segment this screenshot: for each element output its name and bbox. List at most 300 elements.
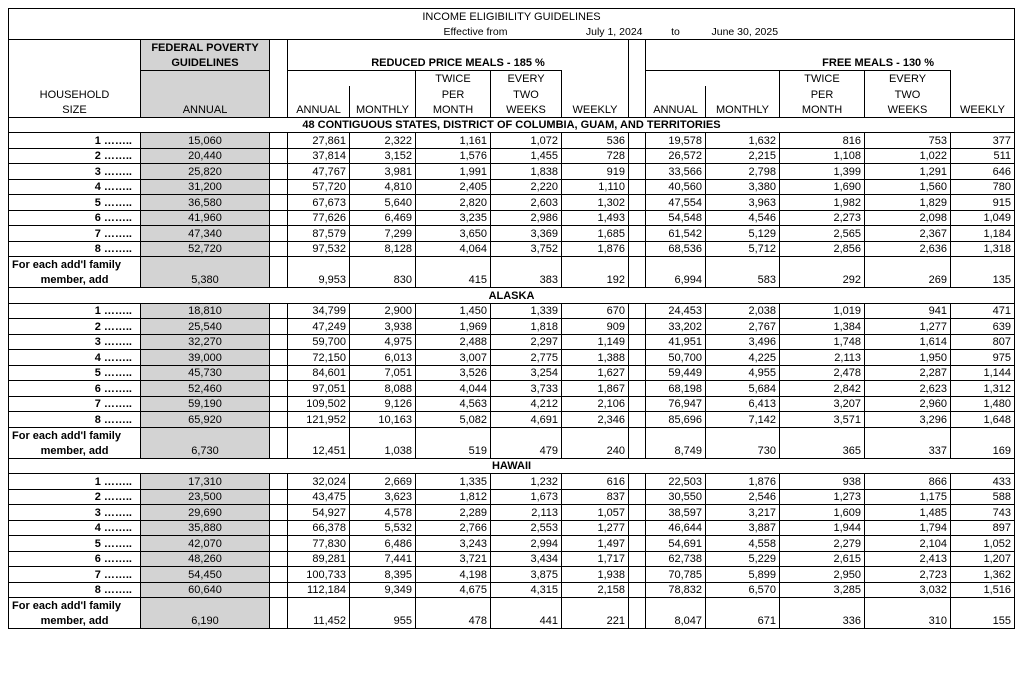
addl-member-row-1 <box>9 257 1015 273</box>
reduced-weekly-cell: 1,876 <box>562 241 629 257</box>
spacer-cell <box>629 226 646 242</box>
free-weekly-cell: 433 <box>951 474 1015 490</box>
section-header-row <box>9 288 1015 304</box>
free-every-two-weeks-cell: 1,277 <box>865 319 951 335</box>
spacer-cell <box>629 582 646 598</box>
free-twice-per-month-cell: 1,982 <box>780 195 865 211</box>
addl-member-row-2 <box>9 613 1015 629</box>
spacer-cell <box>706 598 780 614</box>
reduced-monthly-cell: 3,981 <box>350 164 416 180</box>
reduced-monthly-cell: 10,163 <box>350 412 416 428</box>
spacer-cell <box>270 334 288 350</box>
household-size-label: 2 …….. <box>9 148 141 164</box>
free-monthly-cell: 6,413 <box>706 396 780 412</box>
reduced-monthly-cell: 6,486 <box>350 536 416 552</box>
household-size-label: 8 …….. <box>9 582 141 598</box>
free-every-line1: EVERY <box>865 71 951 87</box>
reduced-addl-annual-cell: 12,451 <box>288 443 350 459</box>
spacer-cell <box>270 396 288 412</box>
spacer-cell <box>629 179 646 195</box>
reduced-weekly-cell: 2,158 <box>562 582 629 598</box>
free-annual-cell: 62,738 <box>646 551 706 567</box>
reduced-twice-per-month-cell: 2,289 <box>416 505 491 521</box>
free-annual-cell: 54,691 <box>646 536 706 552</box>
spacer-cell <box>646 257 706 273</box>
free-weekly-cell: 1,480 <box>951 396 1015 412</box>
rp-twice-line1: TWICE <box>416 71 491 87</box>
free-monthly-cell: 4,955 <box>706 365 780 381</box>
free-addl-weekly-cell: 155 <box>951 613 1015 629</box>
free-monthly-cell: 4,225 <box>706 350 780 366</box>
spacer-cell <box>646 598 706 614</box>
section-title: ALASKA <box>9 288 1015 304</box>
free-addl-annual-cell: 6,994 <box>646 272 706 288</box>
free-weekly-header: WEEKLY <box>951 102 1015 118</box>
addl-member-row-1 <box>9 427 1015 443</box>
table-row <box>9 350 1015 366</box>
free-weekly-cell: 975 <box>951 350 1015 366</box>
spacer-cell <box>491 427 562 443</box>
free-every-two-weeks-cell: 1,950 <box>865 350 951 366</box>
reduced-addl-monthly-cell: 830 <box>350 272 416 288</box>
table-row <box>9 365 1015 381</box>
reduced-monthly-cell: 6,469 <box>350 210 416 226</box>
spacer-cell <box>629 520 646 536</box>
free-monthly-cell: 4,546 <box>706 210 780 226</box>
reduced-every-two-weeks-cell: 3,369 <box>491 226 562 242</box>
free-every-line3: WEEKS <box>865 102 951 118</box>
reduced-addl-twice-per-month-cell: 415 <box>416 272 491 288</box>
spacer-cell <box>270 257 288 273</box>
free-annual-cell: 19,578 <box>646 133 706 149</box>
spacer-cell <box>629 303 646 319</box>
free-every-two-weeks-cell: 941 <box>865 303 951 319</box>
free-annual-cell: 50,700 <box>646 350 706 366</box>
table-row <box>9 195 1015 211</box>
reduced-every-two-weeks-cell: 1,232 <box>491 474 562 490</box>
free-every-two-weeks-cell: 2,623 <box>865 381 951 397</box>
reduced-twice-per-month-cell: 1,969 <box>416 319 491 335</box>
spacer-cell <box>951 598 1015 614</box>
free-twice-per-month-cell: 3,571 <box>780 412 865 428</box>
reduced-annual-cell: 100,733 <box>288 567 350 583</box>
table-row <box>9 164 1015 180</box>
household-size-label: 5 …….. <box>9 365 141 381</box>
rp-twice-line3: MONTH <box>416 102 491 118</box>
reduced-annual-cell: 84,601 <box>288 365 350 381</box>
reduced-addl-every-two-weeks-cell: 441 <box>491 613 562 629</box>
reduced-annual-cell: 77,626 <box>288 210 350 226</box>
rp-annual-header: ANNUAL <box>288 102 350 118</box>
free-weekly-cell: 780 <box>951 179 1015 195</box>
header-row-3 <box>9 71 1015 87</box>
free-twice-per-month-cell: 3,207 <box>780 396 865 412</box>
free-annual-cell: 46,644 <box>646 520 706 536</box>
spacer-cell <box>629 412 646 428</box>
reduced-addl-twice-per-month-cell: 478 <box>416 613 491 629</box>
reduced-monthly-cell: 9,126 <box>350 396 416 412</box>
addl-member-label-line1: For each add'l family <box>9 257 141 273</box>
federal-addl-cell: 6,730 <box>141 443 270 459</box>
reduced-every-two-weeks-cell: 2,986 <box>491 210 562 226</box>
free-monthly-cell: 6,570 <box>706 582 780 598</box>
spacer-cell <box>270 567 288 583</box>
free-twice-per-month-cell: 1,609 <box>780 505 865 521</box>
table-row <box>9 334 1015 350</box>
household-size-label: 1 …….. <box>9 303 141 319</box>
reduced-twice-per-month-cell: 3,243 <box>416 536 491 552</box>
effective-from-label: Effective from <box>416 24 562 40</box>
free-every-line2: TWO <box>865 86 951 102</box>
reduced-annual-cell: 66,378 <box>288 520 350 536</box>
free-weekly-cell: 897 <box>951 520 1015 536</box>
spacer-cell <box>270 412 288 428</box>
free-annual-cell: 26,572 <box>646 148 706 164</box>
spacer-cell <box>865 257 951 273</box>
spacer-cell <box>350 598 416 614</box>
table-row <box>9 582 1015 598</box>
reduced-weekly-cell: 536 <box>562 133 629 149</box>
spacer-cell <box>629 551 646 567</box>
reduced-addl-monthly-cell: 1,038 <box>350 443 416 459</box>
household-size-label: 4 …….. <box>9 179 141 195</box>
free-weekly-cell: 1,144 <box>951 365 1015 381</box>
spacer-cell <box>270 195 288 211</box>
section-title: HAWAII <box>9 458 1015 474</box>
effective-from-date: July 1, 2024 <box>562 24 646 40</box>
household-size-label: 5 …….. <box>9 536 141 552</box>
reduced-twice-per-month-cell: 2,766 <box>416 520 491 536</box>
free-weekly-cell: 471 <box>951 303 1015 319</box>
federal-annual-cell: 54,450 <box>141 567 270 583</box>
reduced-monthly-cell: 9,349 <box>350 582 416 598</box>
spacer-cell <box>270 226 288 242</box>
spacer-cell <box>416 598 491 614</box>
household-size-label: 7 …….. <box>9 567 141 583</box>
free-monthly-cell: 5,684 <box>706 381 780 397</box>
page-title: INCOME ELIGIBILITY GUIDELINES <box>9 9 1015 25</box>
reduced-monthly-cell: 4,810 <box>350 179 416 195</box>
table-row <box>9 133 1015 149</box>
household-size-label: 6 …….. <box>9 210 141 226</box>
header-row-4 <box>9 86 1015 102</box>
reduced-annual-cell: 59,700 <box>288 334 350 350</box>
household-header-line2: SIZE <box>9 102 141 118</box>
free-addl-twice-per-month-cell: 292 <box>780 272 865 288</box>
spacer-cell <box>629 195 646 211</box>
free-annual-cell: 33,566 <box>646 164 706 180</box>
reduced-twice-per-month-cell: 2,405 <box>416 179 491 195</box>
reduced-addl-annual-cell: 11,452 <box>288 613 350 629</box>
free-monthly-cell: 4,558 <box>706 536 780 552</box>
reduced-monthly-cell: 6,013 <box>350 350 416 366</box>
reduced-monthly-cell: 3,152 <box>350 148 416 164</box>
free-annual-cell: 54,548 <box>646 210 706 226</box>
reduced-addl-annual-cell: 9,953 <box>288 272 350 288</box>
reduced-weekly-cell: 1,149 <box>562 334 629 350</box>
reduced-addl-weekly-cell: 192 <box>562 272 629 288</box>
free-weekly-cell: 588 <box>951 489 1015 505</box>
spacer-cell <box>270 133 288 149</box>
spacer-cell <box>629 257 646 273</box>
spacer-cell <box>270 474 288 490</box>
free-twice-per-month-cell: 1,108 <box>780 148 865 164</box>
reduced-weekly-cell: 1,867 <box>562 381 629 397</box>
free-twice-per-month-cell: 1,384 <box>780 319 865 335</box>
reduced-weekly-cell: 616 <box>562 474 629 490</box>
free-monthly-cell: 5,899 <box>706 567 780 583</box>
reduced-addl-weekly-cell: 221 <box>562 613 629 629</box>
effective-row <box>9 24 1015 40</box>
reduced-every-two-weeks-cell: 2,113 <box>491 505 562 521</box>
spacer-cell <box>270 381 288 397</box>
reduced-monthly-cell: 4,975 <box>350 334 416 350</box>
free-annual-cell: 40,560 <box>646 179 706 195</box>
free-weekly-cell: 639 <box>951 319 1015 335</box>
table-row <box>9 396 1015 412</box>
free-annual-cell: 59,449 <box>646 365 706 381</box>
spacer-cell <box>416 257 491 273</box>
reduced-twice-per-month-cell: 4,044 <box>416 381 491 397</box>
spacer-cell <box>629 210 646 226</box>
reduced-every-two-weeks-cell: 1,818 <box>491 319 562 335</box>
spacer-cell <box>288 598 350 614</box>
reduced-annual-cell: 32,024 <box>288 474 350 490</box>
free-every-two-weeks-cell: 2,960 <box>865 396 951 412</box>
table-row <box>9 551 1015 567</box>
free-every-two-weeks-cell: 2,636 <box>865 241 951 257</box>
reduced-twice-per-month-cell: 4,198 <box>416 567 491 583</box>
reduced-weekly-cell: 1,302 <box>562 195 629 211</box>
free-every-two-weeks-cell: 1,794 <box>865 520 951 536</box>
rp-monthly-header: MONTHLY <box>350 102 416 118</box>
reduced-every-two-weeks-cell: 4,691 <box>491 412 562 428</box>
table-row <box>9 319 1015 335</box>
free-addl-twice-per-month-cell: 336 <box>780 613 865 629</box>
free-annual-cell: 76,947 <box>646 396 706 412</box>
reduced-twice-per-month-cell: 3,650 <box>416 226 491 242</box>
free-twice-per-month-cell: 2,478 <box>780 365 865 381</box>
reduced-monthly-cell: 4,578 <box>350 505 416 521</box>
header-row-5 <box>9 102 1015 118</box>
federal-annual-cell: 52,720 <box>141 241 270 257</box>
spacer-cell <box>270 582 288 598</box>
reduced-addl-monthly-cell: 955 <box>350 613 416 629</box>
reduced-monthly-cell: 7,051 <box>350 365 416 381</box>
federal-annual-cell: 32,270 <box>141 334 270 350</box>
spacer-cell <box>270 303 288 319</box>
reduced-twice-per-month-cell: 4,675 <box>416 582 491 598</box>
free-twice-per-month-cell: 2,950 <box>780 567 865 583</box>
spacer-cell <box>270 350 288 366</box>
reduced-annual-cell: 109,502 <box>288 396 350 412</box>
reduced-every-two-weeks-cell: 2,994 <box>491 536 562 552</box>
spacer-cell <box>951 257 1015 273</box>
spacer-cell <box>629 536 646 552</box>
effective-to-date: June 30, 2025 <box>706 24 865 40</box>
reduced-annual-cell: 72,150 <box>288 350 350 366</box>
reduced-twice-per-month-cell: 5,082 <box>416 412 491 428</box>
section-title: 48 CONTIGUOUS STATES, DISTRICT OF COLUMBIA, GUAM, AND TERRITORIES <box>9 117 1015 133</box>
free-twice-per-month-cell: 2,279 <box>780 536 865 552</box>
free-monthly-cell: 2,798 <box>706 164 780 180</box>
free-weekly-cell: 1,648 <box>951 412 1015 428</box>
reduced-weekly-cell: 1,110 <box>562 179 629 195</box>
spacer-cell <box>350 427 416 443</box>
reduced-annual-cell: 37,814 <box>288 148 350 164</box>
addl-member-label-line1: For each add'l family <box>9 598 141 614</box>
reduced-weekly-cell: 1,388 <box>562 350 629 366</box>
free-twice-line1: TWICE <box>780 71 865 87</box>
spacer-cell <box>629 598 646 614</box>
federal-annual-cell: 41,960 <box>141 210 270 226</box>
free-weekly-cell: 1,184 <box>951 226 1015 242</box>
reduced-monthly-cell: 8,128 <box>350 241 416 257</box>
spacer-cell <box>270 272 288 288</box>
effective-to-label: to <box>646 24 706 40</box>
spacer-cell <box>629 133 646 149</box>
free-twice-per-month-cell: 1,748 <box>780 334 865 350</box>
spacer-cell <box>270 365 288 381</box>
spacer-cell <box>562 598 629 614</box>
spacer-cell <box>270 319 288 335</box>
free-every-two-weeks-cell: 1,175 <box>865 489 951 505</box>
household-size-label: 6 …….. <box>9 381 141 397</box>
spacer-cell <box>780 257 865 273</box>
reduced-every-two-weeks-cell: 1,673 <box>491 489 562 505</box>
reduced-annual-cell: 47,767 <box>288 164 350 180</box>
reduced-twice-per-month-cell: 3,526 <box>416 365 491 381</box>
free-addl-weekly-cell: 169 <box>951 443 1015 459</box>
header-row-2 <box>9 55 1015 71</box>
federal-annual-cell: 25,540 <box>141 319 270 335</box>
federal-annual-cell: 35,880 <box>141 520 270 536</box>
household-size-label: 7 …….. <box>9 226 141 242</box>
free-every-two-weeks-cell: 866 <box>865 474 951 490</box>
spacer-cell <box>629 443 646 459</box>
free-twice-per-month-cell: 2,273 <box>780 210 865 226</box>
reduced-annual-cell: 97,532 <box>288 241 350 257</box>
free-twice-per-month-cell: 2,615 <box>780 551 865 567</box>
reduced-twice-per-month-cell: 2,488 <box>416 334 491 350</box>
spacer-cell <box>629 272 646 288</box>
reduced-weekly-cell: 670 <box>562 303 629 319</box>
reduced-twice-per-month-cell: 4,064 <box>416 241 491 257</box>
spacer-cell <box>629 350 646 366</box>
free-weekly-cell: 511 <box>951 148 1015 164</box>
spacer-cell <box>629 396 646 412</box>
free-monthly-cell: 2,767 <box>706 319 780 335</box>
spacer-cell <box>629 365 646 381</box>
reduced-annual-cell: 43,475 <box>288 489 350 505</box>
reduced-monthly-cell: 2,669 <box>350 474 416 490</box>
free-annual-cell: 33,202 <box>646 319 706 335</box>
free-monthly-cell: 3,887 <box>706 520 780 536</box>
federal-annual-cell: 18,810 <box>141 303 270 319</box>
free-every-two-weeks-cell: 1,614 <box>865 334 951 350</box>
spacer-cell <box>629 334 646 350</box>
free-weekly-cell: 1,207 <box>951 551 1015 567</box>
reduced-price-header: REDUCED PRICE MEALS - 185 % <box>288 55 629 71</box>
reduced-every-two-weeks-cell: 3,254 <box>491 365 562 381</box>
free-addl-twice-per-month-cell: 365 <box>780 443 865 459</box>
reduced-weekly-cell: 909 <box>562 319 629 335</box>
reduced-every-two-weeks-cell: 1,339 <box>491 303 562 319</box>
free-twice-line3: MONTH <box>780 102 865 118</box>
reduced-weekly-cell: 728 <box>562 148 629 164</box>
free-twice-per-month-cell: 1,944 <box>780 520 865 536</box>
household-size-label: 1 …….. <box>9 133 141 149</box>
spacer-cell <box>562 257 629 273</box>
reduced-twice-per-month-cell: 2,820 <box>416 195 491 211</box>
reduced-twice-per-month-cell: 1,450 <box>416 303 491 319</box>
spacer-cell <box>706 427 780 443</box>
reduced-annual-cell: 67,673 <box>288 195 350 211</box>
free-twice-per-month-cell: 2,842 <box>780 381 865 397</box>
free-weekly-cell: 1,318 <box>951 241 1015 257</box>
reduced-weekly-cell: 1,938 <box>562 567 629 583</box>
spacer-cell <box>629 474 646 490</box>
reduced-weekly-cell: 2,346 <box>562 412 629 428</box>
reduced-monthly-cell: 5,640 <box>350 195 416 211</box>
federal-annual-cell: 45,730 <box>141 365 270 381</box>
spacer-cell <box>629 319 646 335</box>
free-annual-cell: 68,536 <box>646 241 706 257</box>
reduced-monthly-cell: 3,938 <box>350 319 416 335</box>
rp-every-line2: TWO <box>491 86 562 102</box>
reduced-annual-cell: 57,720 <box>288 179 350 195</box>
reduced-every-two-weeks-cell: 2,553 <box>491 520 562 536</box>
free-addl-annual-cell: 8,047 <box>646 613 706 629</box>
free-weekly-cell: 1,049 <box>951 210 1015 226</box>
spacer-cell <box>629 567 646 583</box>
reduced-monthly-cell: 2,322 <box>350 133 416 149</box>
reduced-twice-per-month-cell: 3,235 <box>416 210 491 226</box>
free-annual-cell: 41,951 <box>646 334 706 350</box>
household-header-line1: HOUSEHOLD <box>9 86 141 102</box>
reduced-monthly-cell: 8,395 <box>350 567 416 583</box>
federal-annual-cell: 20,440 <box>141 148 270 164</box>
household-size-label: 8 …….. <box>9 412 141 428</box>
free-every-two-weeks-cell: 2,413 <box>865 551 951 567</box>
spacer-cell <box>270 179 288 195</box>
addl-member-row-2 <box>9 272 1015 288</box>
spacer-cell <box>562 427 629 443</box>
free-weekly-cell: 915 <box>951 195 1015 211</box>
table-row <box>9 241 1015 257</box>
household-size-label: 4 …….. <box>9 520 141 536</box>
spacer-cell <box>270 427 288 443</box>
rp-every-line3: WEEKS <box>491 102 562 118</box>
reduced-monthly-cell: 8,088 <box>350 381 416 397</box>
reduced-monthly-cell: 5,532 <box>350 520 416 536</box>
household-size-label: 8 …….. <box>9 241 141 257</box>
free-twice-line2: PER <box>780 86 865 102</box>
spacer-cell <box>491 598 562 614</box>
reduced-annual-cell: 89,281 <box>288 551 350 567</box>
federal-header-line1: FEDERAL POVERTY <box>141 40 270 56</box>
reduced-every-two-weeks-cell: 1,838 <box>491 164 562 180</box>
household-size-label: 5 …….. <box>9 195 141 211</box>
spacer-cell <box>629 241 646 257</box>
spacer-cell <box>288 427 350 443</box>
reduced-every-two-weeks-cell: 3,733 <box>491 381 562 397</box>
reduced-twice-per-month-cell: 4,563 <box>416 396 491 412</box>
table-row <box>9 412 1015 428</box>
reduced-weekly-cell: 837 <box>562 489 629 505</box>
reduced-monthly-cell: 7,441 <box>350 551 416 567</box>
federal-annual-cell: 60,640 <box>141 582 270 598</box>
